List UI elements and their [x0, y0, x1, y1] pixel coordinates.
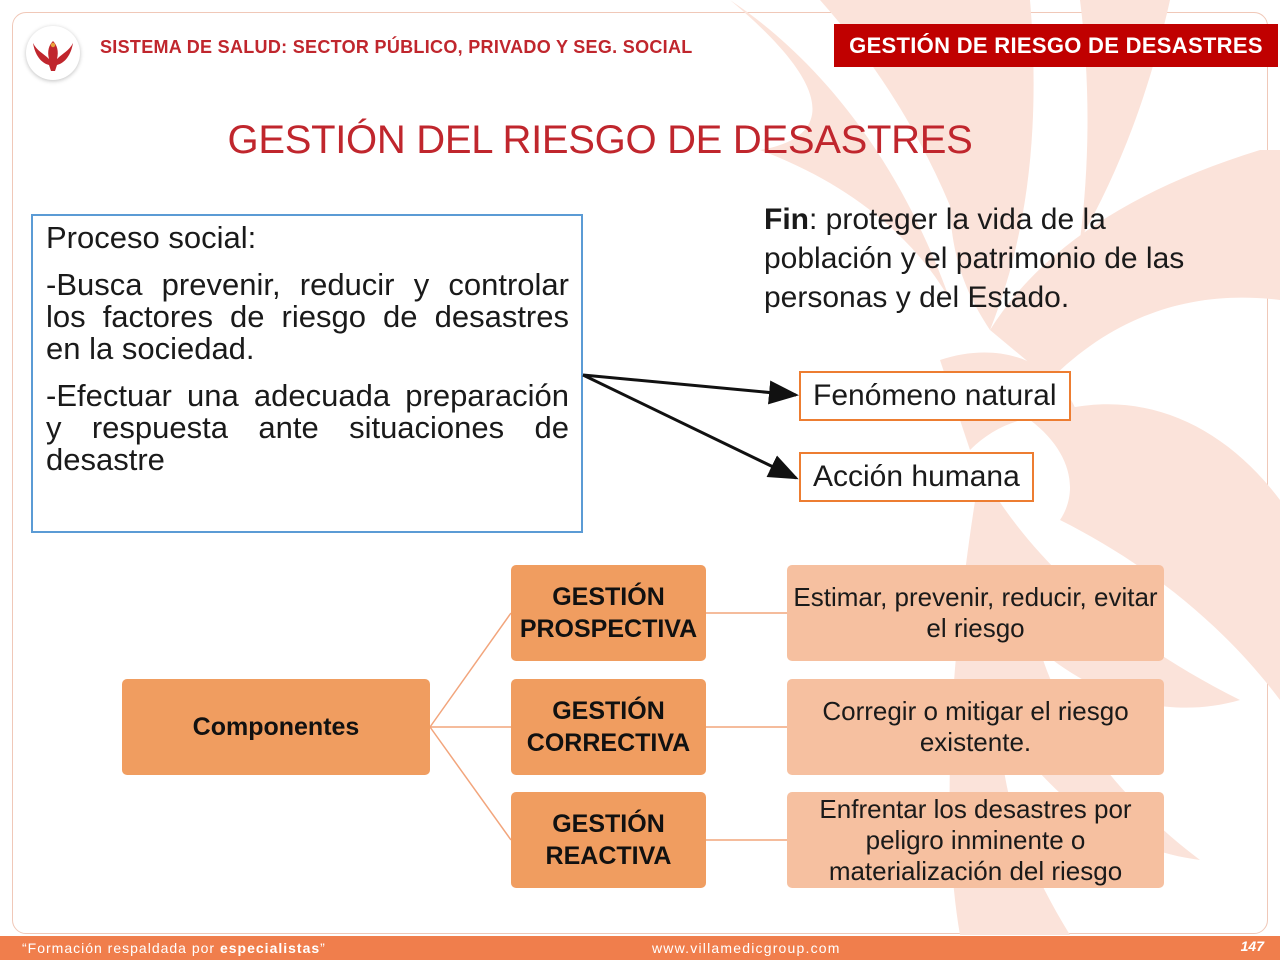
- process-heading: Proceso social:: [46, 220, 257, 255]
- slogan-prefix: “Formación respaldada por: [22, 940, 220, 956]
- process-definition-box: [31, 214, 583, 533]
- page-number: 147: [1240, 938, 1264, 954]
- branch-corrective: [511, 679, 706, 775]
- phoenix-logo-icon: [33, 35, 73, 71]
- branch-label-line2: REACTIVA: [545, 842, 672, 870]
- corrective-description: Corregir o mitigar el riesgo existente.: [787, 679, 1164, 775]
- logo: [26, 26, 80, 80]
- section-badge: GESTIÓN DE RIESGO DE DESASTRES: [834, 24, 1278, 67]
- footer-slogan: [22, 940, 326, 956]
- components-root-node: Componentes: [122, 679, 430, 775]
- purpose-statement: [764, 200, 1234, 317]
- footer-url: www.villamedicgroup.com: [652, 940, 841, 956]
- cause-natural-phenomenon: Fenómeno natural: [799, 371, 1071, 421]
- branch-prospective: [511, 565, 706, 661]
- branch-label-line1: GESTIÓN: [552, 810, 665, 838]
- process-point: -Efectuar una adecuada preparación y respuesta ante situaciones de desastre: [46, 378, 569, 477]
- slogan-suffix: ”: [320, 940, 326, 956]
- prospective-description: Estimar, prevenir, reducir, evitar el riesgo: [787, 565, 1164, 661]
- branch-label-line1: GESTIÓN: [552, 583, 665, 611]
- branch-label-line1: GESTIÓN: [552, 697, 665, 725]
- branch-label-line2: PROSPECTIVA: [519, 615, 698, 643]
- system-title: SISTEMA DE SALUD: SECTOR PÚBLICO, PRIVADO Y SEG. SOCIAL: [100, 37, 693, 57]
- footer-bar: [0, 936, 1280, 960]
- purpose-label: Fin: [764, 203, 809, 236]
- branch-label-line2: CORRECTIVA: [526, 729, 691, 757]
- branch-reactive: [511, 792, 706, 888]
- page-title: GESTIÓN DEL RIESGO DE DESASTRES: [227, 118, 973, 162]
- reactive-description: Enfrentar los desastres por peligro inminente o materialización del riesgo: [787, 792, 1164, 888]
- cause-human-action: Acción humana: [799, 452, 1034, 502]
- slogan-bold: especialistas: [219, 940, 321, 956]
- purpose-text: : proteger la vida de la población y el patrimonio de las personas y del Estado.: [764, 203, 1185, 314]
- process-point: -Busca prevenir, reducir y controlar los factores de riesgo de desastres en la sociedad.: [46, 267, 569, 366]
